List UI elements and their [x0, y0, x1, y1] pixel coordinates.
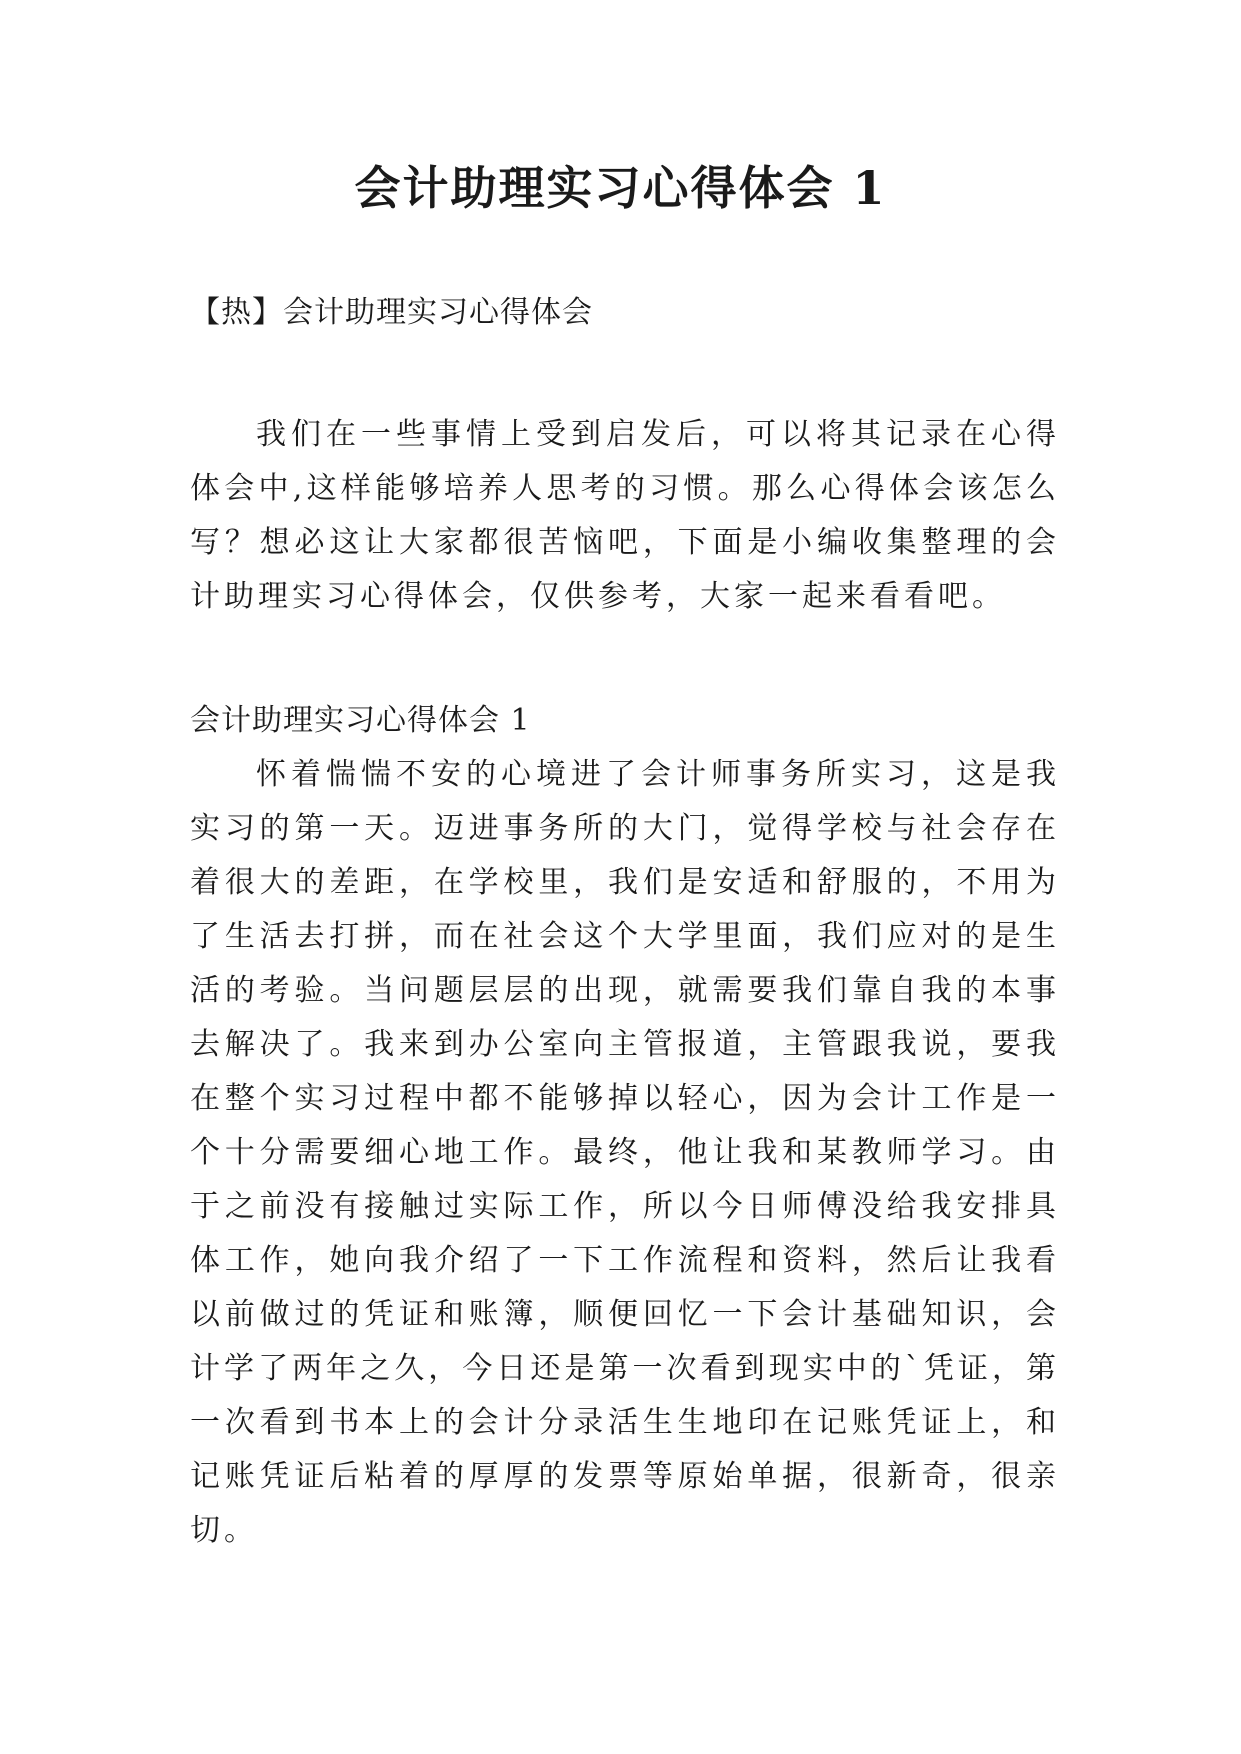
intro-paragraph: 我们在一些事情上受到启发后，可以将其记录在心得体会中,这样能够培养人思考的习惯。那么心得体会该怎么写？想必这让大家都很苦恼吧，下面是小编收集整理的会计助理实习心得体会，仅供参考，大家一起来看看吧。	[190, 417, 1060, 614]
document-title: 会计助理实习心得体会 1	[354, 161, 887, 215]
section-heading: 会计助理实习心得体会 1	[190, 703, 531, 738]
document-subtitle: 【热】会计助理实习心得体会	[190, 295, 593, 330]
section-body-paragraph: 怀着惴惴不安的心境进了会计师事务所实习，这是我实习的第一天。迈进事务所的大门，觉得学校与社会存在着很大的差距，在学校里，我们是安适和舒服的，不用为了生活去打拼，而在社会这个大学里面，我们应对的是生活的考验。当问题层层的出现，就需要我们靠自我的本事去解决了。我来到办公室向主管报道，主管跟我说，要我在整个实习过程中都不能够掉以轻心，因为会计工作是一个十分需要细心地工作。最终，他让我和某教师学习。由于之前没有接触过实际工作，所以今日师傅没给我安排具体工作，她向我介绍了一下工作流程和资料，然后让我看以前做过的凭证和账簿，顺便回忆一下会计基础知识，会计学了两年之久，今日还是第一次看到现实中的`凭证，第一次看到书本上的会计分录活生生地印在记账凭证上，和记账凭证后粘着的厚厚的发票等原始单据，很新奇，很亲切。	[190, 757, 1060, 1548]
